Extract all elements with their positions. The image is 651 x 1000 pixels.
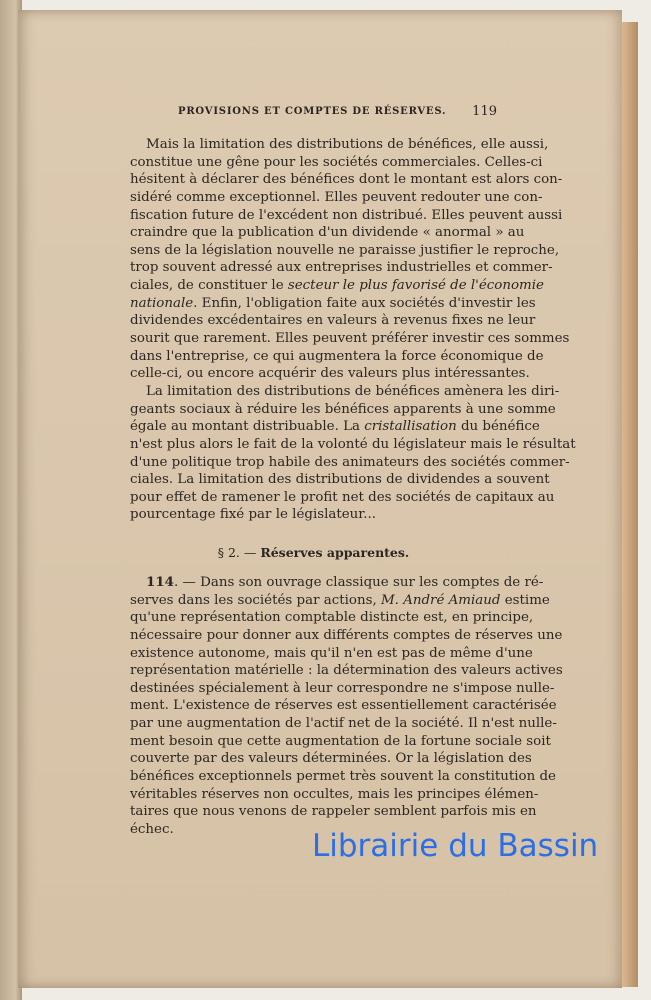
- text-line: nécessaire pour donner aux différents comptes de réserves une: [130, 627, 563, 643]
- text-line: [130, 574, 544, 592]
- section-number: § 2. —: [217, 545, 261, 560]
- section-title: Réserves apparentes.: [260, 545, 410, 560]
- text-line: échec.: [130, 821, 174, 837]
- text-line: pour effet de ramener le profit net des sociétés de capitaux au: [130, 489, 555, 505]
- running-title: PROVISIONS ET COMPTES DE RÉSERVES.: [178, 106, 447, 117]
- text-run: du bénéfice: [456, 419, 540, 435]
- page-number: 119: [472, 104, 497, 119]
- text-line: représentation matérielle : la détermination des valeurs actives: [130, 663, 563, 679]
- text-line: [130, 277, 544, 295]
- paragraph-number: 114: [146, 574, 174, 590]
- page-header: [130, 104, 497, 122]
- text-line: [130, 295, 536, 313]
- paragraph-1: [130, 136, 570, 383]
- text-line: Mais la limitation des distributions de bénéfices, elle aussi,: [146, 137, 549, 152]
- text-line: ment. L'existence de réserves est essentiellement caractérisée: [130, 698, 557, 714]
- italic-run: nationale: [130, 295, 194, 311]
- text-line: sourit que rarement. Elles peuvent préférer investir ces sommes: [130, 331, 570, 347]
- text-run: égale au montant distribuable. La: [130, 419, 365, 435]
- text-line: couverte par des valeurs déterminées. Or la législation des: [130, 751, 532, 767]
- text-line: existence autonome, mais qu'il n'en est pas de même d'une: [130, 645, 533, 661]
- text-line: pourcentage fixé par le législateur...: [130, 507, 376, 523]
- paragraph-3: [130, 574, 563, 839]
- watermark: Librairie du Bassin: [312, 828, 599, 864]
- text-run: ciales, de constituer le: [130, 278, 288, 294]
- text-line: bénéfices exceptionnels permet très souvent la constitution de: [130, 769, 556, 785]
- text-line: destinées spécialement à leur correspondre ne s'impose nulle-: [130, 680, 555, 696]
- text-line: celle-ci, ou encore acquérir des valeurs plus intéressantes.: [130, 366, 530, 382]
- italic-run: cristallisation: [364, 419, 457, 435]
- text-run: serves dans les sociétés par actions,: [130, 592, 381, 608]
- text-line: véritables réserves non occultes, mais les principes élémen-: [130, 786, 539, 802]
- text-line: n'est plus alors le fait de la volonté du législateur mais le résultat: [130, 436, 576, 452]
- text-line: dans l'entreprise, ce qui augmentera la force économique de: [130, 348, 544, 364]
- text-run: . — Dans son ouvrage classique sur les comptes de ré-: [173, 575, 544, 590]
- text-line: fiscation future de l'excédent non distribué. Elles peuvent aussi: [130, 207, 563, 223]
- text-line: geants sociaux à réduire les bénéfices apparents à une somme: [130, 401, 556, 417]
- text-line: ciales. La limitation des distributions de dividendes a souvent: [130, 472, 550, 488]
- text-run: . Enfin, l'obligation faite aux sociétés d'investir les: [193, 295, 536, 311]
- text-line: taires que nous venons de rappeler semblent parfois mis en: [130, 804, 537, 820]
- text-line: ment besoin que cette augmentation de la fortune sociale soit: [130, 733, 551, 749]
- text-line: [130, 592, 550, 610]
- text-line: d'une politique trop habile des animateurs des sociétés commer-: [130, 454, 570, 470]
- text-line: hésitent à déclarer des bénéfices dont le montant est alors con-: [130, 172, 563, 188]
- paragraph-2: [130, 383, 576, 524]
- text-line: dividendes excédentaires en valeurs à revenus fixes ne leur: [130, 313, 536, 329]
- section-heading: [130, 545, 497, 560]
- text-line: constitue une gêne pour les sociétés commerciales. Celles-ci: [130, 154, 543, 170]
- text-line: par une augmentation de l'actif net de la société. Il n'est nulle-: [130, 716, 557, 732]
- text-line: [130, 418, 540, 436]
- text-line: trop souvent adressé aux entreprises industrielles et commer-: [130, 260, 553, 276]
- text-run: estime: [500, 592, 550, 608]
- italic-run: M. André Amiaud: [380, 592, 501, 608]
- text-line: sidéré comme exceptionnel. Elles peuvent redouter une con-: [130, 189, 543, 205]
- text-line: sens de la législation nouvelle ne paraisse justifier le reproche,: [130, 242, 560, 258]
- text-line: La limitation des distributions de bénéfices amènera les diri-: [146, 384, 560, 399]
- text-line: craindre que la publication d'un dividende « anormal » au: [130, 225, 525, 241]
- text-line: qu'une représentation comptable distincte est, en principe,: [130, 610, 534, 626]
- italic-run: secteur le plus favorisé de l'économie: [287, 278, 544, 294]
